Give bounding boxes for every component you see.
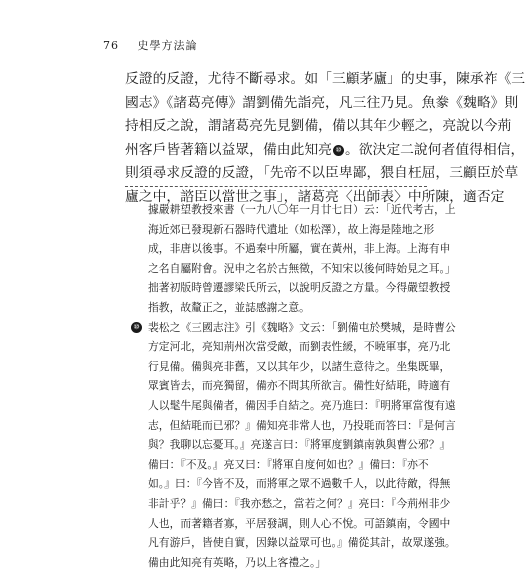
footnote-line: 拙著初版時曾遷謬梁氏所云，以說明反證之方量。今得嚴望教授	[148, 281, 451, 295]
footnote-line: 凡有游戶，皆使自實，因錄以益眾可也。』備從其計，故眾遂強。	[148, 536, 456, 550]
footnote-line: 志，但結毦而已邪？』備知亮非常人也，乃投毦而答曰：『是何言	[148, 418, 456, 432]
footnote-line: 指教，故釐正之，並誌感謝之意。	[148, 300, 310, 314]
footnote-line: 行見備。備與亮非舊，又以其年少，以諸生意待之。坐集既畢，	[148, 359, 451, 373]
footnote-line: 海近郊已發現新石器時代遺址（如松澤），故上海是陸地之形	[148, 222, 435, 236]
footnote-line: 據嚴耕望教授來書（一九八〇年一月廿七日）云：「近代考古，上	[148, 203, 456, 216]
text-line: 國志》《諸葛亮傳》謂劉備先詣亮，凡三往乃見。魚豢《魏略》則	[125, 94, 519, 111]
footnote-line: 如。』曰：『今皆不及，而將軍之眾不過數千人，以此待敵，得無	[148, 477, 451, 491]
footnote-line: 與？我聊以忘憂耳。』亮遂言曰：『將軍度劉鎮南孰與曹公邪？』	[148, 438, 451, 452]
footnote-line: 之名自屬附會。況申之名於古無徵，不知宋以後何時始見之耳。」	[148, 261, 456, 275]
footnote-line: 眾賓皆去，而亮獨留，備亦不問其所欲言。備性好結毦，時適有	[148, 379, 451, 393]
footnote-1	[148, 200, 478, 318]
text-line: 廬之中，諮臣以當世之事」，諸葛亮〈出師表〉中所陳，適否定	[125, 188, 505, 205]
text-line	[125, 139, 525, 163]
footnote-marker: ⑩	[131, 322, 142, 333]
footnote-line: 人以髦牛尾與備者，備因手自結之。亮乃進曰：『明將軍當復有遠	[148, 398, 456, 412]
book-title: 史學方法論	[137, 39, 198, 52]
text-line: 則須尋求反證的反證，「先帝不以臣卑鄙，猥自枉屈，三顧臣於草	[125, 165, 519, 181]
footnote-line: 裴松之《三國志注》引《魏略》文云：「劉備屯於樊城，是時曹公	[148, 320, 456, 334]
footnote-line: 備曰：『不及。』亮又曰：『將軍自度何如也？』備曰：『亦不	[148, 457, 429, 471]
footnote-line: 成，非唐以後事。不過秦中所屬，實在黃州，非上海。上海有申	[148, 242, 451, 256]
footnote-line: 備由此知亮有英略，乃以上客禮之。」	[148, 555, 327, 569]
footnote-reference[interactable]: ⑩	[333, 145, 344, 156]
footnote-divider	[125, 186, 427, 187]
footnote-line: 方定河北，亮知荊州次當受敵，而劉表性緩，不曉軍事，亮乃北	[148, 340, 451, 354]
text-line: 持相反之說，謂諸葛亮先見劉備，備以其年少輕之，亮說以今荊	[125, 118, 512, 134]
text-segment: 州客戶皆著籍以益眾，備由此知亮	[125, 141, 332, 158]
text-line: 反證的反證，尤待不斷尋求。如「三顧茅廬」的史事，陳承祚《三	[125, 71, 525, 87]
main-text	[125, 68, 525, 209]
footnote-line: 人也，而著籍者寡，平居發調，則人心不悅。可語鎮南，令國中	[148, 516, 451, 530]
text-segment: 。欲決定二說何者值得相信，	[344, 141, 525, 158]
footnote-line: 非計乎？』備曰：『我亦愁之，當若之何？』亮曰：『今荊州非少	[148, 496, 451, 510]
footnote-10	[133, 318, 478, 572]
footnotes	[133, 200, 478, 572]
page-number: 76	[103, 39, 119, 52]
running-header	[103, 37, 198, 53]
